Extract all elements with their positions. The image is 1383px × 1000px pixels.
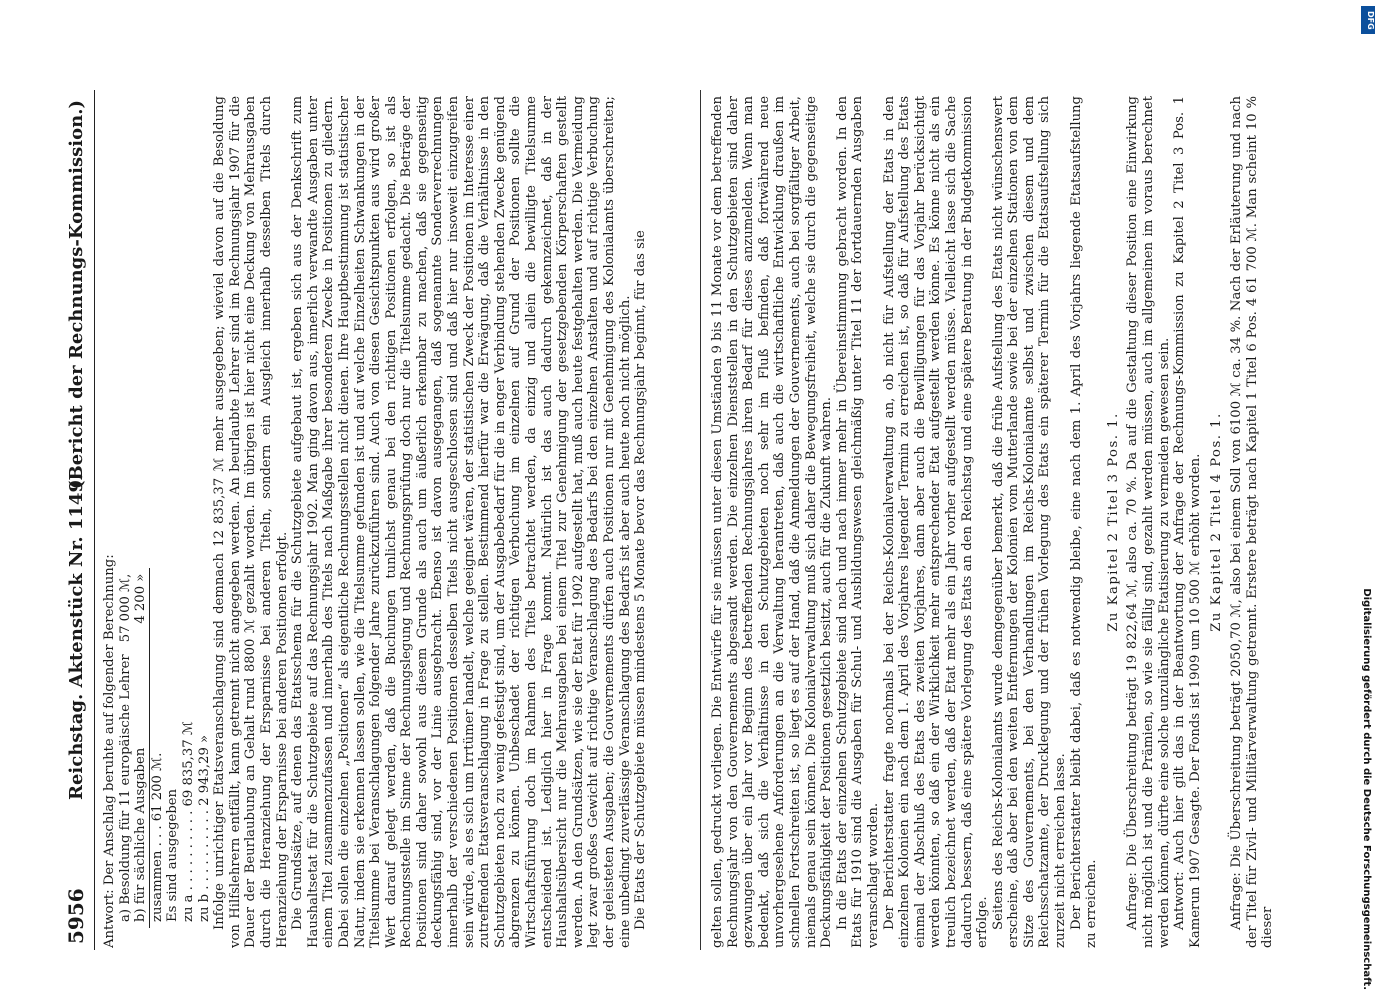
- header-right-title: (Bericht der Rechnungs-Kommission.): [66, 100, 87, 489]
- section-heading: Zu Kapitel 2 Titel 4 Pos. 1.: [1209, 412, 1225, 632]
- calc-amount: [197, 568, 213, 649]
- query-paragraph: Anfrage: Die Überschreitung beträgt 2050,70 ℳ, also bei einem Soll von 6100 ℳ ca. 34 %. Nach der Erläuterung und nach der Titel für Zivil- und Militärverwaltung getrennt. Erstere beträgt nach Kapitel 1 Titel 6 Pos. 4 61 700 ℳ. Man scheint 10 % dieser: [1229, 96, 1276, 948]
- body-paragraph: Seitens des Reichs-Kolonialamts wurde demgegenüber bemerkt, daß die frühe Aufstellung des Etats nicht wünschenswert erscheine, daß aber bei den weiten Entfernungen der Kolonien vom Mutterlande sowie bei der einzelnen Stationen von dem Sitze des Gouvernements, bei den Verhandlungen im Reichs-Kolonialamte selbst und zwischen diesem und dem Reichsschatzamte, der Drucklegung und der frühen Vorlegung des Etats ein späterer Termin für die Etatsaufstellung sich zurzeit nicht erreichen lasse.: [990, 96, 1069, 948]
- column-left: [102, 96, 692, 948]
- calc-row: [133, 568, 149, 928]
- page-number: 5956: [64, 888, 88, 944]
- header-left-title: Reichstag. Aktenstück Nr. 1149.: [66, 473, 87, 800]
- calculation-table: [118, 568, 213, 928]
- calc-row: [118, 568, 134, 928]
- body-paragraph: Infolge unrichtiger Etatsveranschlagung sind demnach 12 835,37 ℳ mehr ausgegeben; wieviel davon auf die Besoldung von Hilfslehrern entfällt, kann getrennt nicht angegeben werden. An beurlaubte Lehrer sind im Rechnungsjahr 1907 für die Dauer der Beurlaubung an Gehalt rund 8800 ℳ gezahlt worden. Im übrigen ist hier nicht eine Deckung von Mehrausgaben durch die Heranziehung der Ersparnisse bei anderen Titeln, sondern ein Ausgleich innerhalb desselben Titels durch Heranziehung der Ersparnisse bei anderen Positionen erfolgt.: [212, 96, 290, 948]
- calc-amount: 4 200 »: [133, 573, 149, 624]
- body-paragraph: In die Etats der einzelnen Schutzgebiete sind nach und nach immer mehr in Übereinstimmung gebracht worden. In den Etats für 1910 sind die Ausgaben für Schul- und Ausbildungswesen gleichmäßig unter Titel 11 der fortdauernden Ausgaben veranschlagt worden.: [834, 96, 881, 948]
- calc-label: a) Besoldung für 11 europäische Lehrer: [117, 654, 133, 922]
- calc-row: [149, 568, 165, 928]
- running-head: [60, 90, 94, 950]
- digitization-credit: Digitalisierung gefördert durch die Deutsche Forschungsgemeinschaft.: [1361, 588, 1372, 990]
- calc-row: [181, 568, 197, 928]
- body-paragraph: Die Etats der Schutzgebiete müssen mindestens 5 Monate bevor das Rechnungsjahr beginnt, für das sie: [633, 230, 649, 930]
- calc-amount: [149, 568, 165, 649]
- dfg-logo: DFG: [1361, 6, 1375, 34]
- section-heading: Zu Kapitel 2 Titel 3 Pos. 1.: [1105, 412, 1121, 632]
- body-paragraph: Die Grundsätze, auf denen das Etatsschema für die Schutzgebiete aufgebaut ist, ergeben sich aus der Denkschrift zum Haushaltsetat für die Schutzgebiete auf das Rechnungsjahr 1902. Man ging davon aus, innerlich verwandte Ausgaben unter einem Titel zusammenzufassen und innerhalb des Titels nach Maßgabe ihrer besonderen Zwecke in Positionen zu gliedern. Dabei sollen die einzelnen „Positionen“ als eigentliche Rechnungsstellen nicht dienen. Ihre Hauptbestimmung ist statistischer Natur, indem sie erkennen lassen sollen, wie die Titelsumme gefunden ist und auf welche Einzelheiten Schwankungen in der Titelsumme bei Veranschlagungen folgender Jahre zurückzuführen sind. Auch von diesen Gesichtspunkten aus wird großer Wert darauf gelegt werden, daß die Buchungen tunlichst genau bei den richtigen Positionen erfolgen, so ist als Rechnungsstelle im Sinne der Rechnungslegung und Rechnungsprüfung doch nur die Titelsumme gedacht. Die Beträge der Positionen sind daher sowohl aus diesem Grunde als auch um äußerlich erkennbar zu machen, daß sie gegenseitig deckungsfähig sind, vor der Linie ausgebracht. Ebenso ist davon ausgegangen, daß sogenannte Sonderverrechnungen innerhalb der verschiedenen Positionen desselben Titels nicht ausgeschlossen sind und daß hier nur insoweit einzugreifen sein würde, als es sich um Irrtümer handelt, welche geeignet wären, der statistischen Zweck der Positionen im Interesse einer zutreffenden Etatsveranschlagung in Frage zu stellen. Bestimmend hierfür war die Erwägung, daß die Verhältnisse in den Schutzgebieten noch zu wenig gefestigt sind, um der Ausgabebedarf für die in enger Verbindung stehenden Zwecke genügend abgrenzen zu können. Unbeschadet der richtigen Verbuchung im einzelnen auf Grund der Positionen sollte die Wirtschaftsführung doch im Rahmen des Titels betrachtet werden, da einzig und allein die bewilligte Titelsumme entscheidend ist. Lediglich hier in Frage kommt. Natürlich ist das auch dadurch gekennzeichnet, daß in der Haushaltsübersicht nur die Mehrausgaben bei einem Titel zur Genehmigung der gesetzgebenden Körperschaften gestellt werden. An den Grundsätzen, wie sie der Etat für 1902 aufgestellt hat, muß auch heute festgehalten werden. Die Vermeidung legt zwar großes Gewicht auf richtige Veranschlagung des Bedarfs bei den einzelnen Anstalten und auf richtige Verbuchung der geleisteten Ausgaben; die Gouvernements dürfen auch Positionen nur mit Genehmigung des Kolonialamts überschreiten; eine unbedingt zuverlässige Veranschlagung des Bedarfs ist aber auch heute noch nicht möglich.: [290, 96, 633, 948]
- calc-label: zu a . . . . . . . . . . 69 835,37 ℳ: [180, 721, 196, 922]
- calc-label: zusammen . . . 61 200 ℳ.: [149, 648, 165, 928]
- answer-paragraph: Antwort: Der Anschlag beruhte auf folgender Berechnung:: [102, 554, 117, 948]
- calc-label: Es sind ausgegeben: [165, 788, 181, 922]
- rotated-page: [60, 90, 1370, 950]
- header-rule: [94, 90, 95, 950]
- body-paragraph: Der Berichterstatter bleibt dabei, daß es notwendig bleibe, eine nach dem 1. April des Vorjahrs liegende Etatsaufstellung zu erreichen.: [1068, 96, 1100, 948]
- calc-label: zu b . . . . . . . . . . 2 943,29 »: [196, 734, 212, 922]
- calc-row: [197, 568, 213, 928]
- query-paragraph: Anfrage: Die Überschreitung beträgt 19 822,64 ℳ, also ca. 70 %. Da auf die Gestaltung dieser Position eine Einwirkung nicht möglich ist und die Prämien, so wie sie fällig sind, gezahlt werden müssen, auch im allgemeinen im voraus berechnet werden können, dürfte eine solche unzulängliche Etatisierung zu vermeiden gewesen sein.: [1125, 96, 1172, 948]
- calc-amount: 57 000 ℳ,: [117, 573, 133, 643]
- answer-paragraph: Antwort: Auch hier gilt das in der Beantwortung der Anfrage der Rechnungs-Kommission zu Kapitel 2 Titel 3 Pos. 1 Kamerun 1907 Gesagte. Der Fonds ist 1909 um 10 500 ℳ erhöht worden.: [1172, 96, 1203, 948]
- column-right: [710, 96, 1360, 948]
- calc-amount: [165, 568, 181, 649]
- calc-amount: [181, 568, 197, 649]
- calc-label: b) für sächliche Ausgaben: [133, 747, 149, 922]
- digitization-note: [1356, 10, 1372, 990]
- body-paragraph: gelten sollen, gedruckt vorliegen. Die Entwürfe für sie müssen unter diesen Umständen 9 bis 11 Monate vor dem betreffenden Rechnungsjahr von den Gouvernements abgesandt werden. Die einzelnen Dienststellen in den Schutzgebieten sind daher gezwungen über ein Jahr vor Beginn des betreffenden Rechnungsjahres ihren Bedarf für dieses anzumelden. Wenn man bedenkt, daß sich die Verhältnisse in den Schutzgebieten noch sehr im Fluß befinden, daß fortwährend neue unvorhergesehene Anforderungen an die Verwaltung herantreten, daß auch die wirtschaftliche Entwicklung draußen im schnellen Fortschreiten ist, so liegt es auf der Hand, daß die Anmeldungen der Gouvernements, auch bei sorgfältiger Arbeit, niemals genau sein können. Die Kolonialverwaltung muß sich daher die Bewegungsfreiheit, welche sie durch die gegenseitige Deckungsfähigkeit der Positionen gesetzlich besitzt, auch für die Zukunft wahren.: [710, 96, 835, 948]
- column-divider: [700, 90, 701, 950]
- body-paragraph: Der Berichterstatter fragte nochmals bei der Reichs-Kolonialverwaltung an, ob nicht für Aufstellung der Etats in den einzelnen Kolonien ein nach dem 1. April des Vorjahres liegender Termin zu erreichen ist, so daß für Aufstellung des Etats einmal der Abschluß des Etats des zweiten Vorjahres, dann aber auch die Bewilligungen für das Vorjahr berücksichtigt werden könnten, so daß ein der Wirklichkeit mehr entsprechender Etat aufgestellt werden könne. Es könne nicht als ein treulich bezeichnet werden, daß der Etat mehr als ein Jahr vorher aufgestellt werden müsse. Vielleicht lasse sich die Sache dadurch bessern, daß eine spätere Vorlegung des Etats an den Reichstag und eine spätere Beratung in der Budgetkommission erfolge.: [881, 96, 991, 948]
- calc-row: [165, 568, 181, 928]
